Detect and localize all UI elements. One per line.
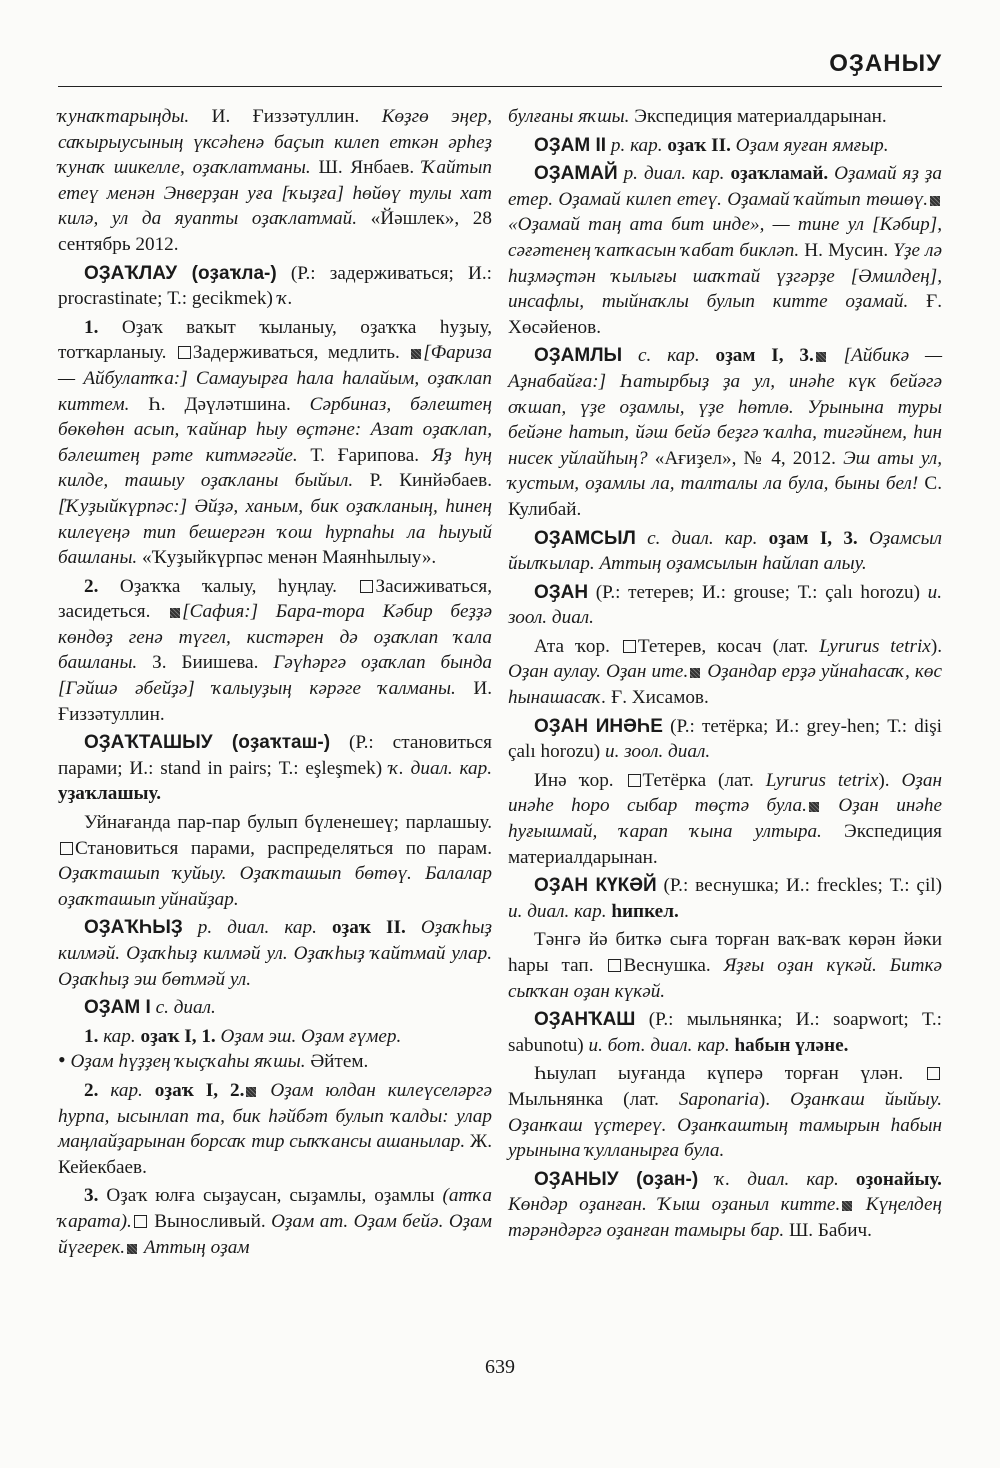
- example-marker-icon: [246, 1087, 256, 1097]
- sense-2: 2. Оҙаҡҡа ҡалыу, һуңлау. Засиживаться, засидеться. [Сафия:] Бара-тора Кәбир беҙҙә көндөҙ генә түгел, кистәрен дә оҙаҡлап ҡала башланы. З. Биишева. Гәүһәргә оҙаҡлап бында [Гәйшә әбейҙә] ҡалыуҙың кәрәге ҡалманы. И. Ғиззәтуллин.: [58, 575, 492, 725]
- sense-3: 3. Оҙаҡ юлға сыҙаусан, сыҙамлы, оҙамлы (атҡа ҡарата). Выносливый. Оҙам ат. Оҙам бейә. Оҙам йүгерек. Аттың оҙам: [58, 1185, 492, 1258]
- headword: ОҘАМАЙ: [534, 163, 618, 185]
- entry-ozamai: ОҘАМАЙ р. диал. кар. оҙаҡламай. Оҙамай яҙ ҙа етер. Оҙамай килеп етеү. Оҙамай ҡайтып төшөү. «Оҙамай таң ата бит инде», — тине ул [Кәбир], сәғәтенең ҡапҡасын ҡабат бикләп. Н. Мусин. Үҙе лә һиҙмәҫтән ҡылығы шаҡтай үҙгәрҙе [Әмилдең], инсафлы, тыйнаҡлы булып китте оҙамай. Ғ. Хөсәйенов.: [508, 163, 943, 338]
- headword: ОҘАҠЛАУ (оҙаҡла-): [84, 262, 277, 284]
- headword: ОҘАМ I: [84, 997, 151, 1019]
- entry-ozakhyz: ОҘАҠҺЫҘ р. диал. кар. оҙаҡ II. Оҙаҡһыҙ килмәй. Оҙаҡһыҙ килмәй ул. Оҙаҡһыҙ ҡайтмай улар. Оҙаҡһыҙ эш бөтмәй ул.: [58, 917, 492, 990]
- square-icon: [608, 959, 621, 972]
- example-marker-icon: [127, 1244, 137, 1254]
- headword: ОҘАН: [534, 581, 589, 603]
- example-marker-icon: [170, 608, 180, 618]
- definition: Ата ҡор. Тетерев, косач (лат. Lyrurus tetrix). Оҙан аулау. Оҙан ите. Оҙандар ерҙә уйнаһасаҡ, көс һынашасаҡ. Ғ. Хисамов.: [508, 635, 942, 709]
- entry-ozam-2: ОҘАМ II р. кар. оҙаҡ II. Оҙам яуған ямғыр.: [534, 134, 889, 156]
- entry-continuation: булғаны яҡшы. Экспедиция материалдарынан.: [508, 106, 887, 127]
- headword: ОҘАМ II: [534, 134, 607, 156]
- running-head: ОҘАНЫУ: [829, 50, 942, 77]
- square-icon: [60, 842, 73, 855]
- entry-ozankash: ОҘАНҠАШ (Р.: мыльнянка; И.: soapwort; Т.: sabunotu) и. бот. диал. кар. һабын үләне.: [508, 1009, 942, 1056]
- header-rule: [58, 86, 942, 87]
- headword: ОҘАНЫУ (оҙан-): [534, 1168, 699, 1190]
- headword: ОҘАН КҮКӘЙ: [534, 875, 657, 897]
- square-icon: [628, 774, 641, 787]
- square-icon: [623, 640, 636, 653]
- headword: ОҘАМСЫЛ: [534, 527, 636, 549]
- square-icon: [178, 346, 191, 359]
- bullet-icon: •: [58, 1047, 66, 1073]
- right-column: [508, 104, 942, 1247]
- entry-continuation: ҡунаҡтарыңды. И. Ғиззәтуллин. Көҙгө эңер, саҡырыусының үксәһенә баҫып килеп еткән әрһеҙ ҡунаҡ шикелле, оҙаҡлатманы. Ш. Янбаев. Ҡайтып етеү менән Энверҙан уға [ҡыҙға] һөйөү тулы хат килә, ул да яуапты оҙаҡлатмай. «Йәшлек», 28 сентябрь 2012.: [58, 106, 492, 255]
- example-marker-icon: [930, 196, 940, 206]
- sense-1: 1. кар. оҙаҡ I, 1. Оҙам эш. Оҙам ғүмер. • Оҙам һүҙҙең ҡыҫҡаһы яҡшы. Әйтем.: [58, 1025, 402, 1073]
- sense-2: 2. кар. оҙаҡ I, 2. Оҙам юлдан килеүселәргә һурпа, ысынлап та, бик һәйбәт булып ҡалды: улар маңлайҙарынан борсаҡ тир сыҡҡансы ашанылар. Ж. Кейекбаев.: [58, 1079, 492, 1178]
- example-marker-icon: [809, 802, 819, 812]
- entry-ozan-kukei: ОҘАН КҮКӘЙ (Р.: веснушка; И.: freckles; Т.: çil) и. диал. кар. һипкел.: [508, 875, 942, 922]
- example-marker-icon: [690, 668, 700, 678]
- entry-ozaklau: ОҘАҠЛАУ (оҙаҡла-) (Р.: задерживаться; И.: procrastinate; Т.: gecikmek) ҡ.: [58, 262, 492, 310]
- entry-ozam-1: ОҘАМ I с. диал.: [84, 997, 216, 1019]
- sense-1: 1. Оҙаҡ ваҡыт ҡыланыу, оҙаҡҡа һуҙыу, тотҡарланыу. Задерживаться, медлить. [Фариза — Айбулатҡа:] Самауырға һала һалайым, оҙаҡлап киттем. Һ. Дәүләтшина. Сәрбиназ, бәлештең бөкөһөн асып, ҡайнар һыу өҫтәне: Азат оҙаҡлап, бәлештең рәте китмәгәйе. Т. Ғарипова. Яҙ һуң килде, ташыу оҙаҡланы быйыл. Р. Кинйәбаев. [Ҡуҙыйкүрпәс:] Әйҙә, ханым, бик оҙаҡланың, һинең килеүеңә тип бешергән ҡош һурпаһы ла һыуый башланы. «Ҡуҙыйкүрпәс менән Маянһылыу».: [58, 316, 493, 569]
- entry-ozaktashyu: ОҘАҠТАШЫУ (оҙаҡташ-) (Р.: становиться парами; И.: stand in pairs; Т.: eşleşmek) ҡ. диал. кар. уҙаҡлашыу.: [58, 732, 493, 805]
- definition: Тәнгә йә биткә сыға торған ваҡ-ваҡ көрән йәки һары тап. Веснушка. Яҙғы оҙан күкәй. Биткә сыҡҡан оҙан күкәй.: [508, 929, 943, 1002]
- entry-ozan-inehe: ОҘАН ИНӘҺЕ (Р.: тетёрка; И.: grey-hen; Т.: dişi çalı horozu) и. зоол. диал.: [508, 715, 942, 763]
- entry-ozamsyl: ОҘАМСЫЛ с. диал. кар. оҙам I, 3. Оҙамсыл йылҡылар. Аттың оҙамсылын һайлап алыу.: [508, 527, 943, 575]
- headword: ОҘАҠТАШЫУ (оҙаҡташ-): [84, 732, 331, 754]
- square-icon: [927, 1067, 940, 1080]
- left-column: [58, 104, 492, 1263]
- example-marker-icon: [816, 352, 826, 362]
- headword: ОҘАҠҺЫҘ: [84, 917, 183, 939]
- headword: ОҘАН ИНӘҺЕ: [534, 715, 663, 737]
- entry-ozan: ОҘАН (Р.: тетерев; И.: grouse; Т.: çalı horozu) и. зоол. диал.: [508, 581, 942, 629]
- example-marker-icon: [411, 349, 421, 359]
- headword: ОҘАНҠАШ: [534, 1009, 636, 1031]
- definition: Уйнағанда пар-пар булып бүленешеү; парлашыу. Становиться парами, распределяться по парам. Оҙаҡташып ҡуйыу. Оҙаҡташып бөтөү. Балалар оҙаҡташып уйнайҙар.: [58, 812, 492, 910]
- headword: ОҘАМЛЫ: [534, 345, 623, 367]
- definition: Инә ҡор. Тетёрка (лат. Lyrurus tetrix). Оҙан инәһе һоро сыбар төҫтә була. Оҙан инәһе һуғышмай, ҡарап ҡына ултыра. Экспедиция материалдарынан.: [508, 769, 943, 868]
- example-marker-icon: [842, 1201, 852, 1211]
- definition: Һыулап ыуғанда күперә торған үлән. Мыльнянка (лат. Saponaria). Оҙанҡаш йыйыу. Оҙанҡаш үҫтереү. Оҙанҡаштың тамырын һабын урынына ҡулланырға була.: [508, 1063, 942, 1162]
- entry-ozanyu: ОҘАНЫУ (оҙан-) ҡ. диал. кар. оҙонайыу. Көндәр оҙанған. Ҡыш оҙаныл китте. Күңелдең тәрәндәргә оҙанған тамыры бар. Ш. Бабич.: [508, 1168, 942, 1241]
- square-icon: [134, 1215, 147, 1228]
- entry-ozamly: ОҘАМЛЫ с. кар. оҙам I, 3. [Айбикә — Аҙнабайға:] Һатырбыҙ ҙа ул, инәһе күк бейәгә оҡшап, үҙе оҙамлы, үҙе һөтлө. Урынына туры бейәне һатып, йәш бейә беҙгә ҡалһа, тигәйнем, һин нисек уйлайһың? «Ағиҙел», № 4, 2012. Эш аты ул, ҡустым, оҙамлы ла, талталы ла була, быны бел! С. Кулибай.: [508, 345, 943, 520]
- page-number: 639: [485, 1356, 515, 1378]
- square-icon: [360, 580, 373, 593]
